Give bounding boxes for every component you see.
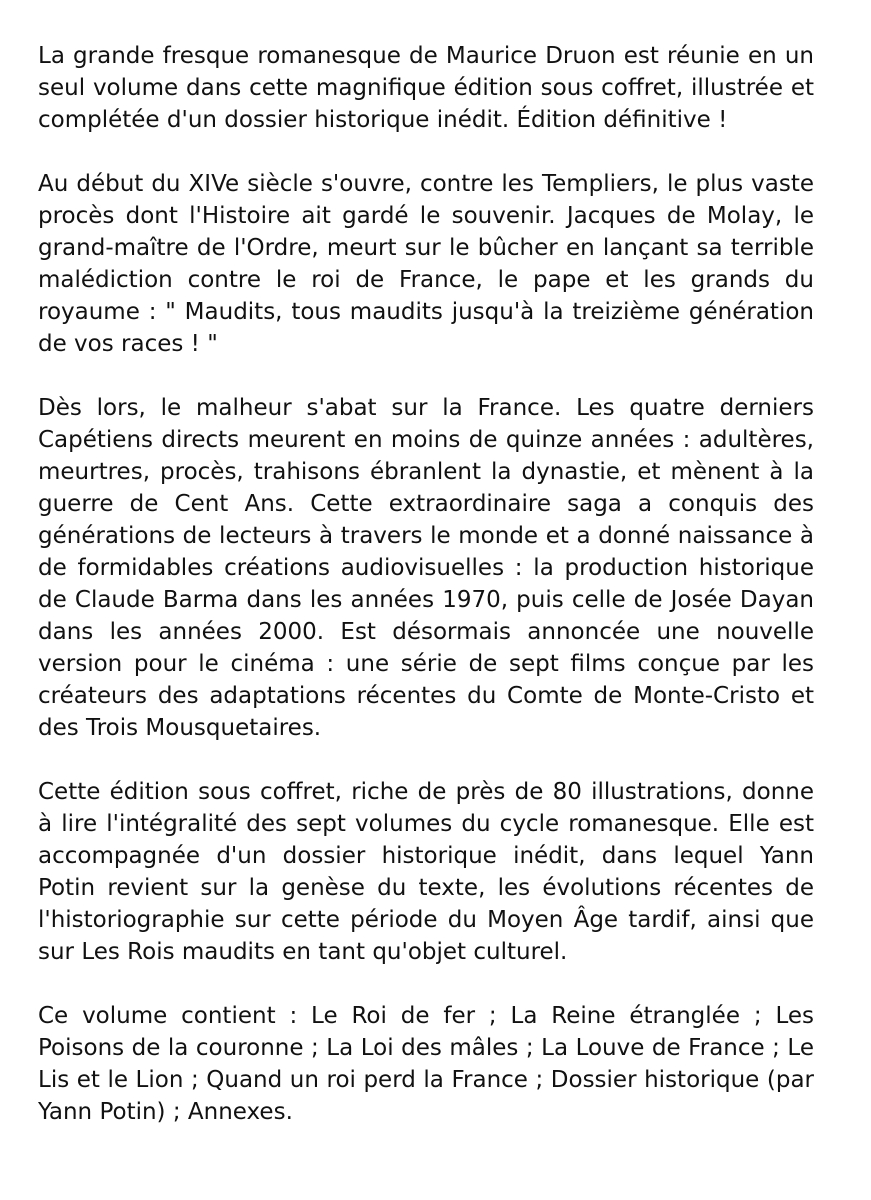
book-description (38, 40, 814, 1128)
paragraph-edition: Cette édition sous coffret, riche de près de 80 illustrations, donne à lire l'intégralité des sept volumes du cycle romanesque. Elle est accompagnée d'un dossier historique inédit, dans lequel Yann Potin revient sur la genèse du texte, les évolutions récentes de l'historiographie sur cette période du Moyen Âge tardif, ainsi que sur Les Rois maudits en tant qu'objet culturel. (38, 779, 814, 965)
paragraph-saga: Dès lors, le malheur s'abat sur la France. Les quatre derniers Capétiens directs meurent en moins de quinze années : adultères, meurtres, procès, trahisons ébranlent la dynastie, et mènent à la guerre de Cent Ans. Cette extraordinaire saga a conquis des générations de lecteurs à travers le monde et a donné naissance à de formidables créations audiovisuelles : la production historique de Claude Barma dans les années 1970, puis celle de Josée Dayan dans les années 2000. Est désormais annoncée une nouvelle version pour le cinéma : une série de sept films conçue par les créateurs des adaptations récentes du Comte de Monte-Cristo et des Trois Mousquetaires. (38, 395, 814, 741)
paragraph-intro: La grande fresque romanesque de Maurice Druon est réunie en un seul volume dans cette magnifique édition sous coffret, illustrée et complétée d'un dossier historique inédit. Édition définitive ! (38, 43, 814, 133)
paragraph-templiers: Au début du XIVe siècle s'ouvre, contre les Templiers, le plus vaste procès dont l'Histoire ait gardé le souvenir. Jacques de Molay, le grand-maître de l'Ordre, meurt sur le bûcher en lançant sa terrible malédiction contre le roi de France, le pape et les grands du royaume : " Maudits, tous maudits jusqu'à la treizième génération de vos races ! " (38, 171, 814, 357)
paragraph-contents: Ce volume contient : Le Roi de fer ; La Reine étranglée ; Les Poisons de la couronne ; La Loi des mâles ; La Louve de France ; Le Lis et le Lion ; Quand un roi perd la France ; Dossier historique (par Yann Potin) ; Annexes. (38, 1003, 814, 1125)
